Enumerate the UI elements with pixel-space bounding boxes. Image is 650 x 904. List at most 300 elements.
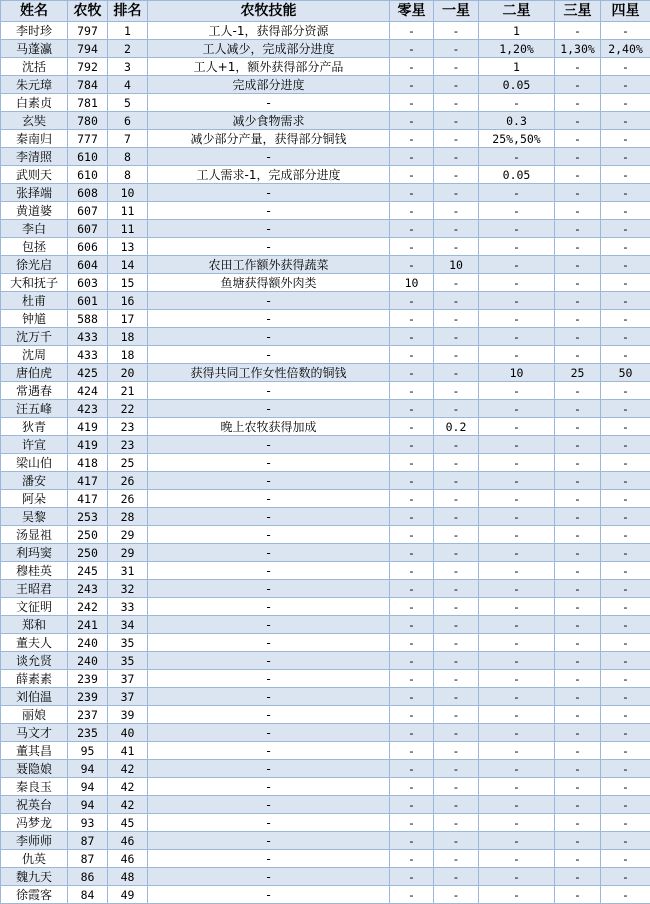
cell-star-3: - xyxy=(555,220,601,238)
table-row xyxy=(1,400,650,418)
table-row xyxy=(1,238,650,256)
cell-farming: 794 xyxy=(68,40,108,58)
cell-farming: 241 xyxy=(68,616,108,634)
cell-star-2: - xyxy=(479,850,555,868)
table-row xyxy=(1,760,650,778)
cell-star-4: - xyxy=(601,886,650,904)
cell-farming: 253 xyxy=(68,508,108,526)
cell-star-3: - xyxy=(555,634,601,652)
cell-name: 武则天 xyxy=(1,166,68,184)
cell-star-2: - xyxy=(479,814,555,832)
cell-skill: 工人-1，获得部分资源 xyxy=(148,22,390,40)
cell-star-3: - xyxy=(555,22,601,40)
cell-star-3: - xyxy=(555,112,601,130)
cell-star-1: - xyxy=(434,796,479,814)
cell-star-1: - xyxy=(434,760,479,778)
cell-star-0: - xyxy=(390,364,434,382)
cell-name: 玄奘 xyxy=(1,112,68,130)
cell-star-1: - xyxy=(434,508,479,526)
table-row xyxy=(1,670,650,688)
cell-name: 徐光启 xyxy=(1,256,68,274)
cell-star-2: - xyxy=(479,886,555,904)
cell-name: 董其昌 xyxy=(1,742,68,760)
cell-skill: - xyxy=(148,778,390,796)
cell-farming: 240 xyxy=(68,634,108,652)
cell-star-4: - xyxy=(601,292,650,310)
cell-rank: 48 xyxy=(108,868,148,886)
cell-star-3: - xyxy=(555,886,601,904)
cell-star-3: - xyxy=(555,796,601,814)
cell-farming: 433 xyxy=(68,328,108,346)
cell-star-3: - xyxy=(555,526,601,544)
cell-star-2: - xyxy=(479,274,555,292)
cell-skill: 减少部分产量，获得部分铜钱 xyxy=(148,130,390,148)
cell-star-2: 10 xyxy=(479,364,555,382)
cell-farming: 94 xyxy=(68,778,108,796)
cell-star-2: - xyxy=(479,94,555,112)
cell-star-4: - xyxy=(601,148,650,166)
cell-farming: 777 xyxy=(68,130,108,148)
table-row xyxy=(1,436,650,454)
table-body xyxy=(1,22,650,904)
cell-name: 马文才 xyxy=(1,724,68,742)
table-row xyxy=(1,94,650,112)
cell-star-0: - xyxy=(390,526,434,544)
cell-farming: 433 xyxy=(68,346,108,364)
cell-star-3: - xyxy=(555,346,601,364)
cell-farming: 607 xyxy=(68,220,108,238)
cell-star-3: - xyxy=(555,130,601,148)
cell-star-4: - xyxy=(601,634,650,652)
cell-rank: 45 xyxy=(108,814,148,832)
cell-farming: 250 xyxy=(68,526,108,544)
cell-star-0: - xyxy=(390,454,434,472)
cell-farming: 239 xyxy=(68,688,108,706)
cell-star-4: - xyxy=(601,256,650,274)
cell-name: 阿朵 xyxy=(1,490,68,508)
cell-rank: 34 xyxy=(108,616,148,634)
cell-star-4: - xyxy=(601,490,650,508)
cell-star-4: - xyxy=(601,652,650,670)
cell-star-0: - xyxy=(390,292,434,310)
cell-star-4: - xyxy=(601,760,650,778)
cell-star-3: - xyxy=(555,472,601,490)
cell-star-1: - xyxy=(434,868,479,886)
table-row xyxy=(1,382,650,400)
cell-star-4: - xyxy=(601,616,650,634)
cell-star-0: - xyxy=(390,310,434,328)
cell-star-1: - xyxy=(434,220,479,238)
cell-star-2: - xyxy=(479,202,555,220)
cell-skill: 完成部分进度 xyxy=(148,76,390,94)
cell-star-1: - xyxy=(434,472,479,490)
cell-farming: 86 xyxy=(68,868,108,886)
header-farming: 农牧 xyxy=(68,1,108,22)
cell-star-1: - xyxy=(434,688,479,706)
cell-star-0: - xyxy=(390,400,434,418)
cell-star-0: - xyxy=(390,346,434,364)
cell-name: 唐伯虎 xyxy=(1,364,68,382)
cell-skill: - xyxy=(148,508,390,526)
cell-star-4: - xyxy=(601,850,650,868)
cell-name: 钟馗 xyxy=(1,310,68,328)
cell-rank: 29 xyxy=(108,544,148,562)
cell-name: 潘安 xyxy=(1,472,68,490)
cell-skill: - xyxy=(148,328,390,346)
cell-star-3: - xyxy=(555,94,601,112)
cell-name: 杜甫 xyxy=(1,292,68,310)
cell-farming: 424 xyxy=(68,382,108,400)
cell-skill: - xyxy=(148,184,390,202)
cell-skill: - xyxy=(148,544,390,562)
cell-star-4: - xyxy=(601,310,650,328)
cell-name: 张择端 xyxy=(1,184,68,202)
cell-skill: - xyxy=(148,868,390,886)
table-row xyxy=(1,364,650,382)
cell-rank: 16 xyxy=(108,292,148,310)
cell-star-3: - xyxy=(555,490,601,508)
cell-farming: 601 xyxy=(68,292,108,310)
cell-star-2: - xyxy=(479,580,555,598)
cell-star-0: - xyxy=(390,724,434,742)
cell-skill: 工人减少，完成部分进度 xyxy=(148,40,390,58)
cell-rank: 23 xyxy=(108,436,148,454)
table-row xyxy=(1,346,650,364)
cell-skill: - xyxy=(148,562,390,580)
cell-star-2: 0.05 xyxy=(479,166,555,184)
cell-farming: 240 xyxy=(68,652,108,670)
table-row xyxy=(1,490,650,508)
cell-farming: 94 xyxy=(68,796,108,814)
cell-skill: - xyxy=(148,148,390,166)
cell-rank: 28 xyxy=(108,508,148,526)
cell-farming: 419 xyxy=(68,418,108,436)
cell-star-4: - xyxy=(601,796,650,814)
cell-skill: - xyxy=(148,814,390,832)
table-row xyxy=(1,526,650,544)
cell-star-3: - xyxy=(555,868,601,886)
cell-star-3: - xyxy=(555,580,601,598)
cell-name: 王昭君 xyxy=(1,580,68,598)
cell-star-4: - xyxy=(601,202,650,220)
cell-star-1: - xyxy=(434,778,479,796)
cell-name: 黄道婆 xyxy=(1,202,68,220)
cell-star-2: 1,20% xyxy=(479,40,555,58)
cell-skill: - xyxy=(148,616,390,634)
cell-name: 朱元璋 xyxy=(1,76,68,94)
header-skill: 农牧技能 xyxy=(148,1,390,22)
table-row xyxy=(1,580,650,598)
cell-farming: 417 xyxy=(68,472,108,490)
cell-rank: 22 xyxy=(108,400,148,418)
cell-star-4: - xyxy=(601,436,650,454)
cell-rank: 21 xyxy=(108,382,148,400)
table-row xyxy=(1,292,650,310)
cell-name: 沈万千 xyxy=(1,328,68,346)
cell-star-1: - xyxy=(434,328,479,346)
cell-star-4: - xyxy=(601,274,650,292)
cell-star-3: - xyxy=(555,778,601,796)
cell-star-3: 1,30% xyxy=(555,40,601,58)
cell-star-1: - xyxy=(434,40,479,58)
cell-skill: - xyxy=(148,688,390,706)
cell-star-4: - xyxy=(601,130,650,148)
cell-star-4: - xyxy=(601,22,650,40)
cell-star-4: - xyxy=(601,346,650,364)
cell-rank: 25 xyxy=(108,454,148,472)
cell-rank: 15 xyxy=(108,274,148,292)
cell-star-4: - xyxy=(601,526,650,544)
cell-star-0: - xyxy=(390,130,434,148)
cell-farming: 239 xyxy=(68,670,108,688)
cell-skill: - xyxy=(148,310,390,328)
cell-star-1: - xyxy=(434,616,479,634)
cell-star-0: - xyxy=(390,886,434,904)
table-header xyxy=(1,1,650,22)
cell-skill: 工人需求-1，完成部分进度 xyxy=(148,166,390,184)
cell-star-1: - xyxy=(434,850,479,868)
cell-star-1: - xyxy=(434,652,479,670)
cell-rank: 49 xyxy=(108,886,148,904)
cell-star-1: 10 xyxy=(434,256,479,274)
cell-star-4: - xyxy=(601,544,650,562)
cell-star-2: - xyxy=(479,346,555,364)
cell-star-2: - xyxy=(479,220,555,238)
cell-skill: - xyxy=(148,670,390,688)
cell-skill: - xyxy=(148,382,390,400)
cell-star-3: - xyxy=(555,670,601,688)
cell-star-1: - xyxy=(434,454,479,472)
cell-star-0: - xyxy=(390,616,434,634)
cell-star-0: - xyxy=(390,58,434,76)
cell-star-3: - xyxy=(555,652,601,670)
cell-star-1: - xyxy=(434,526,479,544)
cell-star-1: - xyxy=(434,202,479,220)
cell-name: 李白 xyxy=(1,220,68,238)
cell-skill: 减少食物需求 xyxy=(148,112,390,130)
cell-star-0: - xyxy=(390,328,434,346)
cell-rank: 46 xyxy=(108,832,148,850)
cell-farming: 780 xyxy=(68,112,108,130)
cell-star-1: - xyxy=(434,562,479,580)
cell-star-4: - xyxy=(601,238,650,256)
header-star-0: 零星 xyxy=(390,1,434,22)
cell-star-1: - xyxy=(434,670,479,688)
cell-farming: 610 xyxy=(68,166,108,184)
cell-rank: 17 xyxy=(108,310,148,328)
cell-name: 冯梦龙 xyxy=(1,814,68,832)
cell-rank: 23 xyxy=(108,418,148,436)
cell-name: 马蓬瀛 xyxy=(1,40,68,58)
cell-skill: - xyxy=(148,796,390,814)
cell-star-3: - xyxy=(555,436,601,454)
cell-star-3: - xyxy=(555,292,601,310)
cell-farming: 87 xyxy=(68,850,108,868)
table-row xyxy=(1,544,650,562)
table-row xyxy=(1,22,650,40)
cell-name: 聂隐娘 xyxy=(1,760,68,778)
cell-star-3: - xyxy=(555,274,601,292)
cell-star-2: - xyxy=(479,328,555,346)
cell-farming: 95 xyxy=(68,742,108,760)
cell-rank: 6 xyxy=(108,112,148,130)
cell-star-3: - xyxy=(555,328,601,346)
cell-star-2: - xyxy=(479,796,555,814)
cell-star-0: - xyxy=(390,832,434,850)
cell-star-3: - xyxy=(555,832,601,850)
cell-star-0: - xyxy=(390,40,434,58)
cell-star-0: - xyxy=(390,22,434,40)
cell-star-3: - xyxy=(555,742,601,760)
cell-star-0: - xyxy=(390,634,434,652)
cell-star-4: - xyxy=(601,742,650,760)
cell-star-2: - xyxy=(479,724,555,742)
cell-name: 仇英 xyxy=(1,850,68,868)
cell-star-0: - xyxy=(390,166,434,184)
cell-star-0: - xyxy=(390,508,434,526)
cell-star-3: - xyxy=(555,562,601,580)
cell-star-3: - xyxy=(555,166,601,184)
cell-name: 白素贞 xyxy=(1,94,68,112)
cell-star-1: - xyxy=(434,580,479,598)
cell-rank: 7 xyxy=(108,130,148,148)
cell-farming: 94 xyxy=(68,760,108,778)
table-row xyxy=(1,130,650,148)
table-row xyxy=(1,634,650,652)
cell-skill: - xyxy=(148,238,390,256)
cell-star-0: - xyxy=(390,778,434,796)
table-row xyxy=(1,886,650,904)
cell-name: 汪五峰 xyxy=(1,400,68,418)
cell-name: 穆桂英 xyxy=(1,562,68,580)
cell-star-3: - xyxy=(555,814,601,832)
header-name: 姓名 xyxy=(1,1,68,22)
cell-star-1: - xyxy=(434,742,479,760)
cell-star-4: - xyxy=(601,778,650,796)
cell-farming: 250 xyxy=(68,544,108,562)
cell-star-2: 1 xyxy=(479,22,555,40)
cell-skill: 工人+1，额外获得部分产品 xyxy=(148,58,390,76)
cell-rank: 3 xyxy=(108,58,148,76)
cell-name: 薛素素 xyxy=(1,670,68,688)
cell-rank: 1 xyxy=(108,22,148,40)
cell-star-0: - xyxy=(390,112,434,130)
cell-star-1: - xyxy=(434,346,479,364)
cell-star-4: - xyxy=(601,868,650,886)
table-row xyxy=(1,58,650,76)
table-row xyxy=(1,148,650,166)
cell-star-4: - xyxy=(601,328,650,346)
table-row xyxy=(1,814,650,832)
cell-star-1: - xyxy=(434,598,479,616)
table-row xyxy=(1,508,650,526)
cell-star-1: - xyxy=(434,724,479,742)
header-star-4: 四星 xyxy=(601,1,650,22)
cell-star-0: - xyxy=(390,760,434,778)
cell-star-4: - xyxy=(601,112,650,130)
cell-star-2: - xyxy=(479,832,555,850)
cell-star-0: - xyxy=(390,148,434,166)
cell-star-1: - xyxy=(434,58,479,76)
table-row xyxy=(1,778,650,796)
cell-skill: - xyxy=(148,706,390,724)
cell-star-1: - xyxy=(434,310,479,328)
cell-star-1: - xyxy=(434,76,479,94)
cell-star-1: 0.2 xyxy=(434,418,479,436)
cell-star-2: - xyxy=(479,706,555,724)
cell-star-2: - xyxy=(479,400,555,418)
cell-name: 董夫人 xyxy=(1,634,68,652)
table-row xyxy=(1,868,650,886)
cell-farming: 610 xyxy=(68,148,108,166)
cell-star-0: - xyxy=(390,202,434,220)
cell-name: 魏九天 xyxy=(1,868,68,886)
cell-star-2: - xyxy=(479,454,555,472)
cell-rank: 18 xyxy=(108,346,148,364)
cell-star-0: - xyxy=(390,796,434,814)
cell-star-3: - xyxy=(555,184,601,202)
cell-star-3: - xyxy=(555,850,601,868)
cell-star-4: - xyxy=(601,94,650,112)
cell-name: 吴黎 xyxy=(1,508,68,526)
table-row xyxy=(1,202,650,220)
cell-farming: 419 xyxy=(68,436,108,454)
table-row xyxy=(1,796,650,814)
table-row xyxy=(1,274,650,292)
cell-star-2: 1 xyxy=(479,58,555,76)
cell-star-4: - xyxy=(601,76,650,94)
cell-star-4: - xyxy=(601,814,650,832)
cell-star-1: - xyxy=(434,400,479,418)
cell-star-1: - xyxy=(434,130,479,148)
table-row xyxy=(1,616,650,634)
cell-rank: 37 xyxy=(108,688,148,706)
cell-rank: 29 xyxy=(108,526,148,544)
cell-star-0: - xyxy=(390,94,434,112)
cell-skill: 农田工作额外获得蔬菜 xyxy=(148,256,390,274)
cell-star-3: - xyxy=(555,616,601,634)
cell-star-4: - xyxy=(601,670,650,688)
cell-star-0: - xyxy=(390,742,434,760)
cell-star-2: - xyxy=(479,652,555,670)
cell-skill: 鱼塘获得额外肉类 xyxy=(148,274,390,292)
cell-star-4: - xyxy=(601,454,650,472)
cell-farming: 603 xyxy=(68,274,108,292)
cell-farming: 792 xyxy=(68,58,108,76)
cell-star-1: - xyxy=(434,94,479,112)
cell-star-1: - xyxy=(434,436,479,454)
cell-name: 沈周 xyxy=(1,346,68,364)
cell-farming: 243 xyxy=(68,580,108,598)
cell-rank: 41 xyxy=(108,742,148,760)
cell-star-2: - xyxy=(479,490,555,508)
table-row xyxy=(1,112,650,130)
cell-farming: 425 xyxy=(68,364,108,382)
header-row xyxy=(1,1,650,22)
cell-rank: 8 xyxy=(108,148,148,166)
cell-star-1: - xyxy=(434,814,479,832)
cell-star-0: - xyxy=(390,490,434,508)
cell-star-2: - xyxy=(479,292,555,310)
table-row xyxy=(1,562,650,580)
cell-star-4: - xyxy=(601,184,650,202)
cell-star-4: - xyxy=(601,706,650,724)
cell-star-3: - xyxy=(555,760,601,778)
cell-star-1: - xyxy=(434,292,479,310)
cell-star-0: - xyxy=(390,670,434,688)
cell-star-2: - xyxy=(479,760,555,778)
cell-star-2: - xyxy=(479,544,555,562)
